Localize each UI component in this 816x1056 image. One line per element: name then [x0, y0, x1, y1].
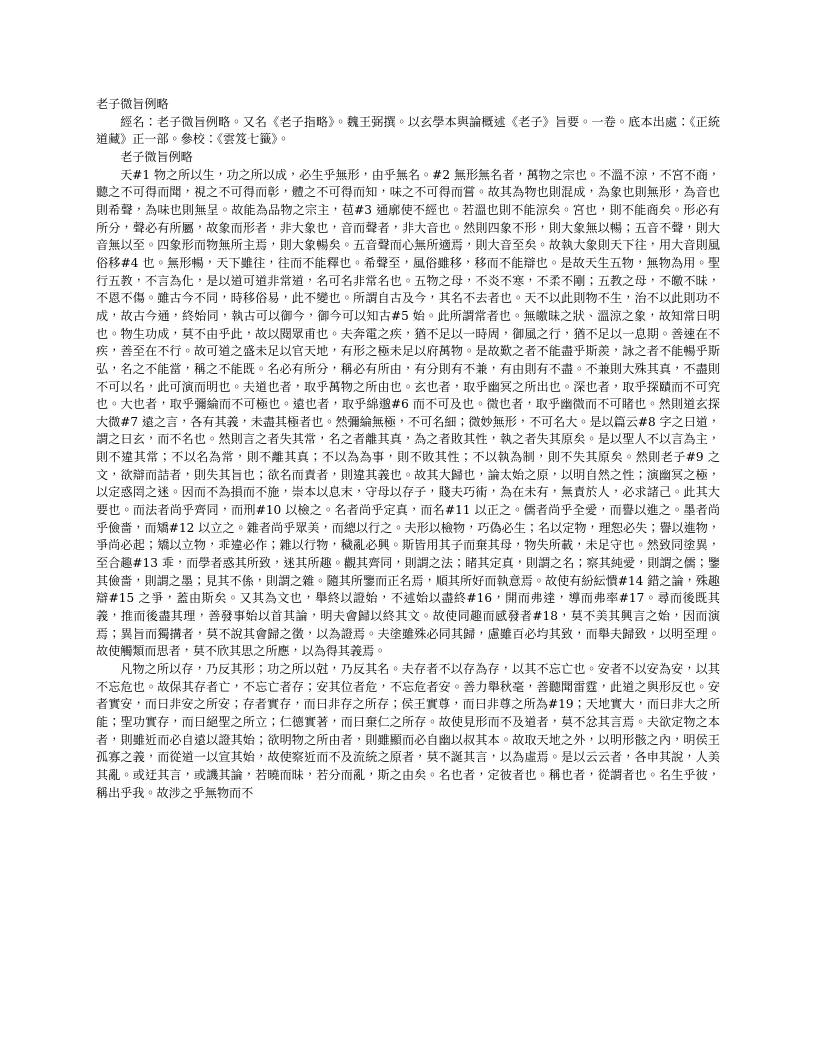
body-paragraph-2: 凡物之所以存，乃反其形；功之所以尅，乃反其名。夫存者不以存為存，以其不忘亡也。安者不以安為安，以其不忘危也。故保其存者亡，不忘亡者存；安其位者危，不忘危者安。善力舉秋毫，善聽聞雷霆，此道之與形反也。安者實安，而曰非安之所安；存者實存，而曰非存之所存；侯王實尊，而曰非尊之所為#19；天地實大，而曰非大之所能；聖功實存，而曰絕聖之所立；仁德實著，而曰棄仁之所存。故使見形而不及道者，莫不忿其言焉。夫欲定物之本者，則雖近而必自遠以證其始；欲明物之所由者，則雖顯而必自幽以叔其本。故取天地之外，以明形骸之內，明侯王孤寡之義，而從道一以宣其始，故使察近而不及流統之原者，莫不誕其言，以為虛焉。是以云云者，各申其說，人美其亂。或迂其言，或譏其論，若曉而昧，若分而亂，斯之由矣。名也者，定彼者也。稱也者，從謂者也。名生乎彼，稱出乎我。故涉之乎無物而不	[96, 662, 720, 800]
document-title: 老子微旨例略	[96, 97, 169, 111]
page-body	[96, 96, 720, 802]
document-block-colophon	[96, 114, 720, 149]
colophon-paragraph: 經名：老子微旨例略。又名《老子指略》。魏王弼撰。以玄學本與論概述《老子》旨要。一卷。底本出處：《正統道藏》正一部。參校：《雲笈七籤》。	[96, 114, 720, 147]
document-block-title-heading	[96, 96, 720, 114]
document-block-body-1	[96, 167, 720, 661]
document-block-body-2	[96, 661, 720, 802]
document-block-section-heading	[96, 149, 720, 167]
section-heading: 老子微旨例略	[120, 149, 193, 164]
body-paragraph-1: 天#1 物之所以生，功之所以成，必生乎無形，由乎無名。#2 無形無名者，萬物之宗也。不溫不涼，不宮不商，聽之不可得而聞，視之不可得而彰，體之不可得而知，味之不可得而嘗。故其為物也則混成，為象也則無形，為音也則希聲，為味也則無呈。故能為品物之宗主，苞#3 通廓使不經也。若溫也則不能涼矣。宮也，則不能商矣。形必有所分，聲必有所屬，故象而形者，非大象也，音而聲者，非大音也。然則四象不形，則大象無以暢；五音不聲，則大音無以至。四象形而物無所主焉，則大象暢矣。五音聲而心無所適焉，則大音至矣。故執大象則天下往，用大音則風俗移#4 也。無形暢，天下雖往，往而不能釋也。希聲至，風俗雖移，移而不能辯也。是故天生五物，無物為用。聖行五教，不言為化，是以道可道非常道，名可名非常名也。五物之母，不炎不寒，不柔不剛；五教之母，不皦不昧，不恩不傷。雖古今不同，時移俗易，此不變也。所謂自古及今，其名不去者也。天不以此則物不生，治不以此則功不成，故古今通，終始同，執古可以御今，御今可以知古#5 始。此所謂常者也。無皦昧之狀、溫涼之象，故知常曰明也。物生功成，莫不由乎此，故以閱眾甫也。夫奔電之疾，猶不足以一時周，御風之行，猶不足以一息期。善速在不疾，善至在不行。故可道之盛未足以官天地，有形之極未足以府萬物。是故歎之者不能盡乎斯羨，詠之者不能暢乎斯弘，名之不能當，稱之不能既。名必有所分，稱必有所由，有分則有不兼，有由則有不盡。不兼則大殊其真，不盡則不可以名，此可演而明也。夫道也者，取乎萬物之所由也。玄也者，取乎幽冥之所出也。深也者，取乎探賾而不可究也。大也者，取乎彌綸而不可極也。遠也者，取乎綿邈#6 而不可及也。微也者，取乎幽微而不可睹也。然則道玄探大微#7 遠之言，各有其義，未盡其極者也。然彌綸無極，不可名細；微妙無形，不可名大。是以篇云#8 字之曰道，謂之曰玄，而不名也。然則言之者失其常，名之者離其真，為之者敗其性，執之者失其原矣。是以聖人不以言為主，則不違其常；不以名為常，則不離其真；不以為為事，則不敗其性；不以執為制，則不失其原矣。然則老子#9 之文，欲辯而詰者，則失其旨也；欲名而責者，則違其義也。故其大歸也，論太始之原，以明自然之性；演幽冥之極，以定惑罔之迷。因而不為損而不施，崇本以息末，守母以存子，賤夫巧術，為在未有，無責於人，必求諸己。此其大要也。而法者尚乎齊同，而刑#10 以檢之。名者尚乎定真，而名#11 以正之。儒者尚乎全愛，而譽以進之。墨者尚乎儉嗇，而矯#12 以立之。雜者尚乎眾美，而總以行之。夫形以檢物，巧偽必生；名以定物，理恕必失；譽以進物，爭尚必起；矯以立物，乖違必作；雜以行物，穢亂必興。斯皆用其子而棄其母，物失所載，未足守也。然致同塗異，至合趣#13 乖，而學者惑其所致，迷其所趣。觀其齊同，則謂之法；睹其定真，則謂之名；察其純愛，則謂之儒；鑒其儉嗇，則謂之墨；見其不係，則謂之雜。隨其所鑒而正名焉，順其所好而執意焉。故使有紛紜憒#14 錯之論，殊趣辯#15 之爭，蓋由斯矣。又其為文也，舉終以證始，不述始以盡終#16，開而弗達，導而弗率#17。尋而後既其義，推而後盡其理，善發事始以首其論，明夫會歸以終其文。故使同趣而感發者#18，莫不美其興言之始，因而演焉；異旨而獨搆者，莫不說其會歸之徵，以為證焉。夫塗雖殊必同其歸，慮雖百必均其致，而舉夫歸致，以明至理。故使觸類而思者，莫不欣其思之所應，以為得其義焉。	[96, 167, 720, 659]
